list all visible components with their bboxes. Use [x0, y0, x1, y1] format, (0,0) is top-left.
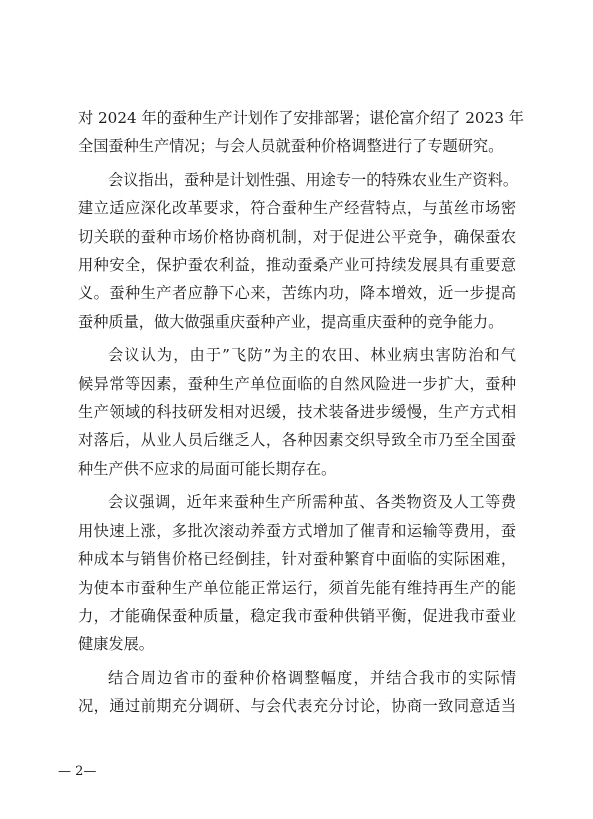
text-line: 建立适应深化改革要求，符合蚕种生产经营特点，与茧丝市场密: [78, 199, 516, 218]
paragraph: [78, 341, 516, 483]
text-line: 切关联的蚕种市场价格协商机制，对于促进公平竞争，确保蚕农: [78, 227, 516, 246]
text-line: 生产领域的科技研发相对迟缓，技术装备进步缓慢，生产方式相: [78, 403, 516, 422]
document-body: [78, 104, 524, 721]
text-line: 用快速上涨，多批次滚动养蚕方式增加了催青和运输等费用，蚕: [78, 521, 516, 540]
text-line: 会议强调，近年来蚕种生产所需种茧、各类物资及人工等费: [108, 493, 516, 512]
text-line: 力，才能确保蚕种质量，稳定我市蚕种供销平衡，促进我市蚕业: [78, 606, 516, 625]
text-line: 为使本市蚕种生产单位能正常运行，须首先能有维持再生产的能: [78, 578, 516, 597]
text-line: 结合周边省市的蚕种价格调整幅度，并结合我市的实际情: [108, 668, 516, 687]
text-line: 对落后，从业人员后继乏人，各种因素交织导致全市乃至全国蚕: [78, 431, 516, 450]
text-line: 用种安全，保护蚕农利益，推动蚕桑产业可持续发展具有重要意: [78, 256, 516, 275]
text-line: 种成本与销售价格已经倒挂，针对蚕种繁育中面临的实际困难，: [78, 550, 516, 569]
text-line: 会议认为，由于”飞防”为主的农田、林业病虫害防治和气: [108, 346, 516, 365]
text-line: 对 2024 年的蚕种生产计划作了安排部署；谌伦富介绍了 2023 年: [78, 109, 524, 127]
paragraph: [78, 166, 519, 336]
text-line: 会议指出，蚕种是计划性强、用途专一的特殊农业生产资料。: [108, 170, 519, 189]
text-line: 健康发展。: [78, 635, 154, 654]
paragraph: [78, 664, 516, 721]
text-line: 义。蚕种生产者应静下心来，苦练内功，降本增效，近一步提高: [78, 284, 516, 303]
page-number: — 2—: [58, 764, 97, 779]
text-line: 况，通过前期充分调研、与会代表充分讨论，协商一致同意适当: [78, 697, 516, 716]
text-line: 种生产供不应求的局面可能长期存在。: [78, 459, 337, 478]
text-line: 候异常等因素，蚕种生产单位面临的自然风险进一步扩大，蚕种: [78, 374, 516, 393]
paragraph: [78, 104, 524, 161]
text-line: 蚕种质量，做大做强重庆蚕种产业，提高重庆蚕种的竞争能力。: [78, 312, 504, 331]
text-line: 全国蚕种生产情况；与会人员就蚕种价格调整进行了专题研究。: [78, 137, 504, 156]
paragraph: [78, 488, 516, 658]
